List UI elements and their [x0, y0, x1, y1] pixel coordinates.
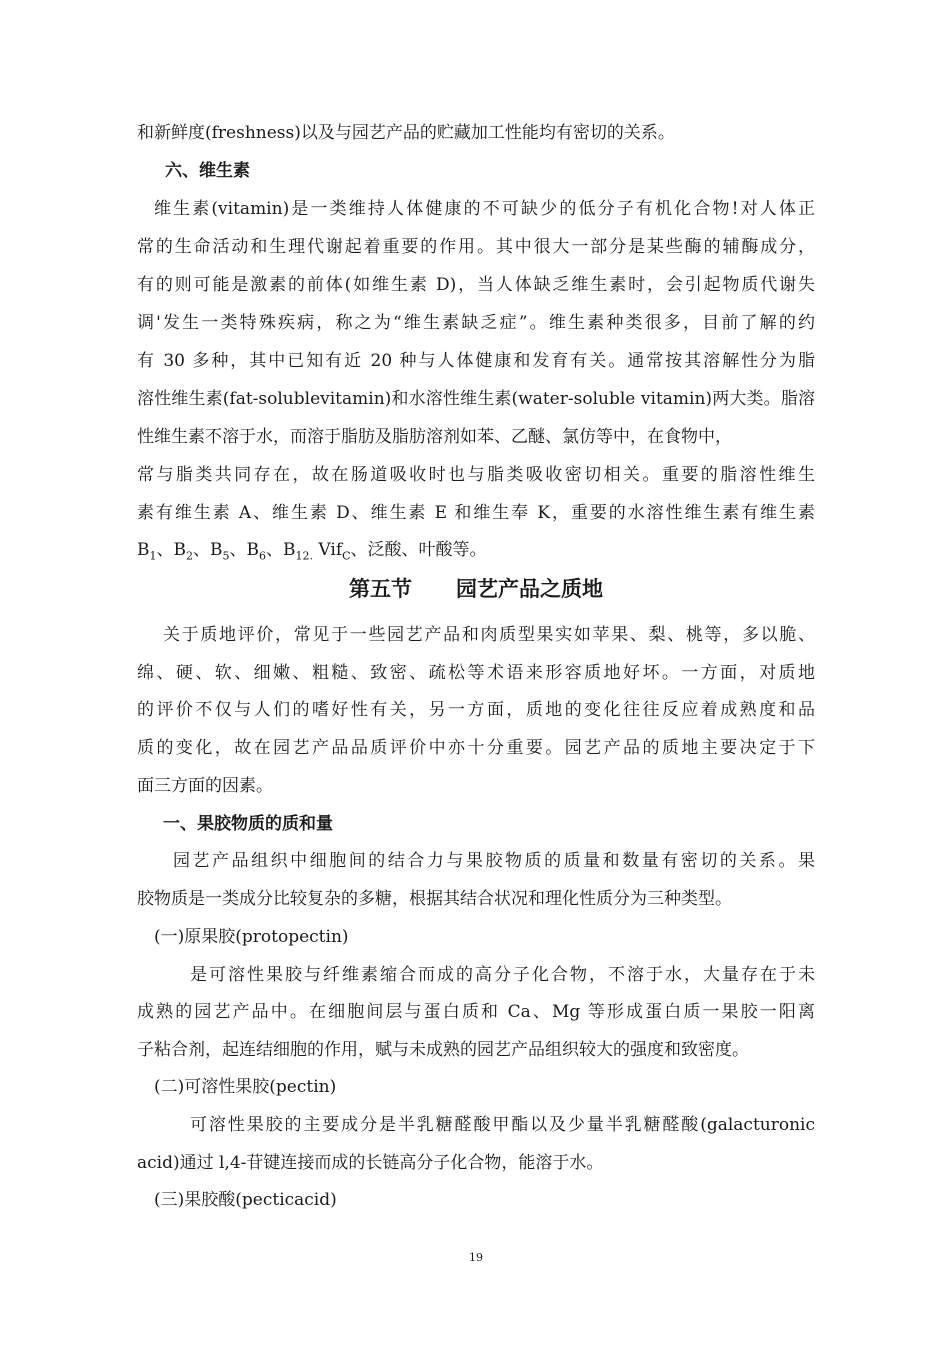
text-line: 常的生命活动和生理代谢起着重要的作用。其中很大一部分是某些酶的辅酶成分，	[137, 237, 815, 257]
subheading-protopectin: (一)原果胶(protopectin)	[154, 927, 349, 947]
heading-pectin: 一、果胶物质的质和量	[163, 814, 333, 834]
vitamin-b2: $B_2$	[173, 540, 193, 563]
text-line: 维生素(vitamin)是一类维持人体健康的不可缺少的低分子有机化合物!对人体正	[154, 199, 815, 219]
section-title: 园艺产品之质地	[456, 576, 603, 601]
vitamin-c: Vif$_C$	[313, 540, 351, 563]
text-line: 胶物质是一类成分比较复杂的多糖，根据其结合状况和理化性质分为三种类型。	[137, 889, 732, 909]
vitamin-b12: $B_{12.}$	[283, 540, 313, 563]
separator: 、	[229, 540, 247, 560]
text-line: 子粘合剂，起连结细胞的作用，赋与未成熟的园艺产品组织较大的强度和致密度。	[137, 1040, 749, 1060]
section-heading	[0, 574, 952, 604]
text-line: 溶性维生素(fat-solublevitamin)和水溶性维生素(water-soluble vitamin)两大类。脂溶	[137, 389, 815, 409]
text-line: 有的则可能是激素的前体(如维生素 D)，当人体缺乏维生素时，会引起物质代谢失	[137, 275, 815, 295]
vitamin-b6: $B_6$	[246, 540, 266, 563]
text-line: 和新鲜度(freshness)以及与园艺产品的贮藏加工性能均有密切的关系。	[137, 123, 675, 143]
vitamin-list-tail: 、泛酸、叶酸等。	[350, 540, 487, 560]
text-line: 可溶性果胶的主要成分是半乳糖醛酸甲酯以及少量半乳糖醛酸(galacturonic	[190, 1115, 815, 1135]
text-line: 绵、硬、软、细嫩、粗糙、致密、疏松等术语来形容质地好坏。一方面，对质地	[137, 663, 815, 683]
text-line: 面三方面的因素。	[137, 776, 273, 796]
separator: 、	[156, 540, 174, 560]
text-line: 质的变化，故在园艺产品品质评价中亦十分重要。园艺产品的质地主要决定于下	[137, 738, 815, 758]
subheading-pectic-acid: (三)果胶酸(pecticacid)	[154, 1190, 337, 1210]
text-line: 素有维生素 A、维生素 D、维生素 E 和维生奉 K，重要的水溶性维生素有维生素	[137, 503, 815, 523]
text-line: 园艺产品组织中细胞间的结合力与果胶物质的质量和数量有密切的关系。果	[173, 851, 815, 871]
separator: 、	[193, 540, 210, 560]
heading-vitamins: 六、维生素	[165, 161, 250, 181]
text-line: acid)通过 l,4-苷键连接而成的长链高分子化合物，能溶于水。	[137, 1153, 604, 1173]
text-line: 调'发生一类特殊疾病，称之为“维生素缺乏症”。维生素种类很多，目前了解的约	[137, 313, 815, 333]
text-line: 常与脂类共同存在，故在肠道吸收时也与脂类吸收密切相关。重要的脂溶性维生	[137, 465, 815, 485]
subheading-pectin: (二)可溶性果胶(pectin)	[154, 1077, 337, 1097]
text-line: 的评价不仅与人们的嗜好性有关，另一方面，质地的变化往往反应着成熟度和品	[137, 700, 815, 720]
separator: 、	[266, 540, 283, 560]
section-number: 第五节	[349, 576, 412, 601]
text-line: 关于质地评价，常见于一些园艺产品和肉质型果实如苹果、梨、桃等，多以脆、	[163, 625, 815, 645]
text-line: 是可溶性果胶与纤维素缩合而成的高分子化合物，不溶于水，大量存在于未	[190, 965, 815, 985]
page-number: 19	[469, 1251, 483, 1264]
text-line: 性维生素不溶于水，而溶于脂肪及脂肪溶剂如苯、乙醚、氯仿等中，在食物中，	[137, 427, 732, 447]
vitamin-b1: $B_1$	[137, 540, 157, 563]
text-line: 成熟的园艺产品中。在细胞间层与蛋白质和 Ca、Mg 等形成蛋白质一果胶一阳离	[137, 1002, 815, 1022]
text-line: 有 30 多种，其中已知有近 20 种与人体健康和发育有关。通常按其溶解性分为脂	[137, 351, 815, 371]
vitamin-b5: $B_5$	[210, 540, 230, 563]
vitamin-list-line	[137, 538, 815, 568]
